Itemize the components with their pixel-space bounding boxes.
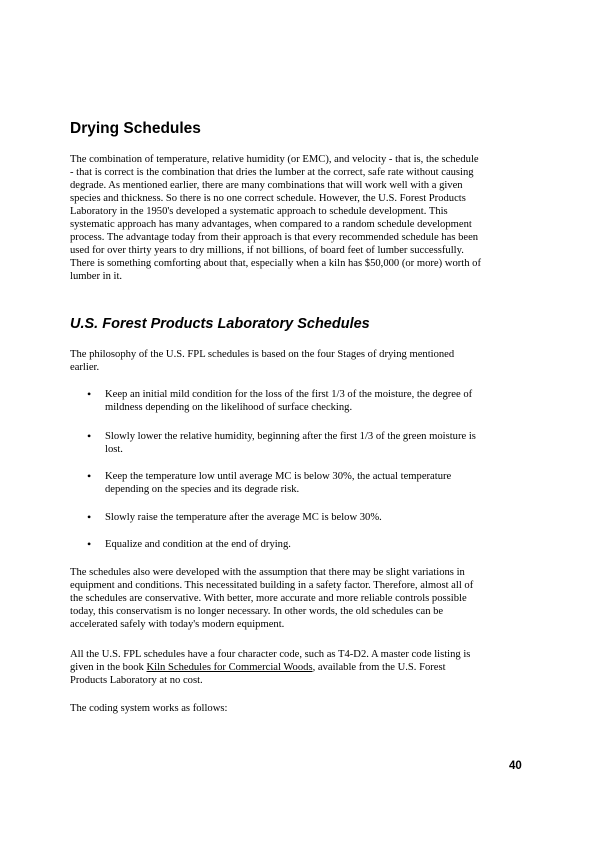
text-line: Laboratory in the 1950's developed a systematic approach to schedule development. This [70, 206, 448, 217]
book-title: Kiln Schedules for Commercial Woods [146, 662, 313, 673]
text-line: Keep an initial mild condition for the loss of the first 1/3 of the moisture, the degree of [105, 389, 473, 400]
text-line: Slowly lower the relative humidity, beginning after the first 1/3 of the green moisture is [105, 431, 476, 442]
text-line: All the U.S. FPL schedules have a four character code, such as T4-D2. A master code listing is [70, 649, 471, 660]
bullet-icon: • [87, 387, 92, 401]
text-line: earlier. [70, 362, 100, 373]
intro-paragraph [70, 153, 528, 283]
text-line: accelerated safely with today's modern equipment. [70, 619, 285, 630]
text-line: lost. [105, 444, 123, 455]
coding-paragraph [70, 702, 528, 715]
text-line: lumber in it. [70, 271, 123, 282]
text-line: depending on the species and its degrade risk. [105, 484, 300, 495]
text-line: Products Laboratory at no cost. [70, 675, 203, 686]
text-line: Slowly raise the temperature after the average MC is below 30%. [105, 512, 382, 523]
text-line: equipment and conditions. This necessitated building in a safety factor. Therefore, almost all of [70, 580, 474, 591]
text-line: process. The advantage today from their approach is that every recommended schedule has been [70, 232, 479, 243]
text-line: used for over thirty years to dry millions, if not billions, of board feet of lumber successfully. [70, 245, 464, 256]
bullet-icon: • [87, 429, 92, 443]
text-line: systematic approach has many advantages, when compared to a random schedule development [70, 219, 472, 230]
text-line: - that is correct is the combination that dries the lumber at the correct, safe rate without causing [70, 167, 474, 178]
text-fragment: given in the book [70, 662, 147, 673]
bullet-icon: • [87, 537, 92, 551]
text-fragment: , available from the U.S. Forest [312, 662, 446, 673]
bullet-icon: • [87, 469, 92, 483]
text-line: The coding system works as follows: [70, 703, 228, 714]
text-line [70, 661, 528, 674]
schedules-paragraph [70, 566, 528, 631]
text-line: The combination of temperature, relative humidity (or EMC), and velocity - that is, the schedule [70, 154, 479, 165]
text-line: The schedules also were developed with the assumption that there may be slight variations in [70, 567, 465, 578]
page-number: 40 [509, 760, 522, 772]
text-line: mildness depending on the likelihood of surface checking. [105, 402, 353, 413]
bullet-icon: • [87, 510, 92, 524]
text-line: There is something comforting about that, especially when a kiln has $50,000 (or more) worth of [70, 258, 481, 269]
text-line: degrade. As mentioned earlier, there are many combinations that will work well with a given [70, 180, 463, 191]
text-line: Equalize and condition at the end of drying. [105, 539, 291, 550]
section-heading-drying-schedules: Drying Schedules [70, 120, 201, 137]
text-line: Keep the temperature low until average MC is below 30%, the actual temperature [105, 471, 452, 482]
text-line: today, this conservatism is no longer necessary. In other words, the old schedules can be [70, 606, 444, 617]
text-line: the schedules are conservative. With better, more accurate and more reliable controls possible [70, 593, 467, 604]
philosophy-paragraph [70, 348, 528, 374]
text-line: species and thickness. So there is no one correct schedule. However, the U.S. Forest Products [70, 193, 466, 204]
text-line: The philosophy of the U.S. FPL schedules is based on the four Stages of drying mentioned [70, 349, 455, 360]
section-heading-fpl-schedules: U.S. Forest Products Laboratory Schedules [70, 316, 370, 332]
code-paragraph [70, 648, 528, 687]
